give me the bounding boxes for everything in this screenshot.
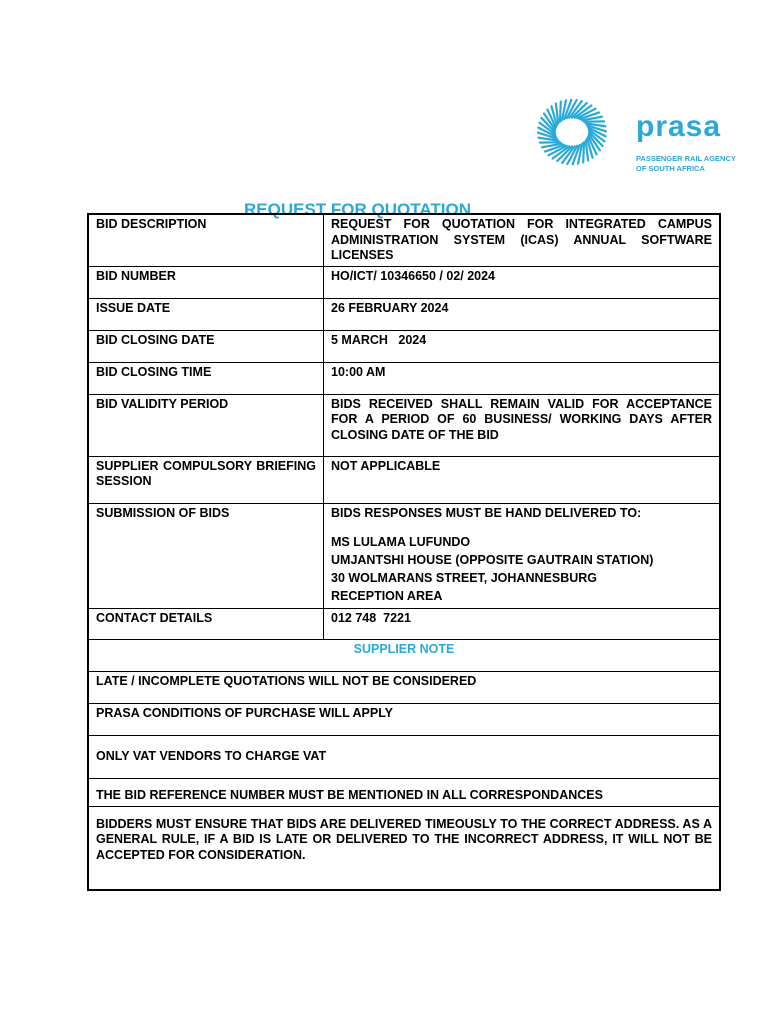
row-issue-date bbox=[88, 298, 720, 330]
note-late-quotations: LATE / INCOMPLETE QUOTATIONS WILL NOT BE CONSIDERED bbox=[88, 671, 720, 703]
address-line: 30 WOLMARANS STREET, JOHANNESBURG bbox=[331, 571, 597, 585]
value-bid-closing-date: 5 MARCH 2024 bbox=[324, 330, 721, 362]
logo-tagline: PASSENGER RAIL AGENCY OF SOUTH AFRICA bbox=[636, 154, 736, 173]
row-contact-details bbox=[88, 608, 720, 639]
label-issue-date: ISSUE DATE bbox=[88, 298, 324, 330]
row-briefing-session bbox=[88, 456, 720, 503]
address-line: RECEPTION AREA bbox=[331, 589, 443, 603]
value-bid-number: HO/ICT/ 10346650 / 02/ 2024 bbox=[324, 266, 721, 298]
quotation-form-table bbox=[87, 213, 721, 891]
value-contact-details: 012 748 7221 bbox=[324, 608, 721, 639]
label-bid-validity-period: BID VALIDITY PERIOD bbox=[88, 394, 324, 456]
note-timeous-delivery: BIDDERS MUST ENSURE THAT BIDS ARE DELIVERED TIMEOUSLY TO THE CORRECT ADDRESS. AS A GENERAL RULE, IF A BID IS LATE OR DELIVERED TO THE INCORRECT ADDRESS, IT WILL NOT BE ACCEPTED FOR CONSIDERATION. bbox=[88, 806, 720, 890]
prasa-ring-icon bbox=[526, 96, 618, 168]
logo-wordmark: prasa bbox=[636, 110, 722, 143]
row-note-vat bbox=[88, 735, 720, 778]
row-submission-of-bids bbox=[88, 503, 720, 608]
row-bid-number bbox=[88, 266, 720, 298]
row-note-timeous bbox=[88, 806, 720, 890]
address-line: UMJANTSHI HOUSE (OPPOSITE GAUTRAIN STATION) bbox=[331, 553, 654, 567]
value-briefing-session: NOT APPLICABLE bbox=[324, 456, 721, 503]
label-bid-number: BID NUMBER bbox=[88, 266, 324, 298]
note-vat-vendors: ONLY VAT VENDORS TO CHARGE VAT bbox=[88, 735, 720, 778]
label-bid-description: BID DESCRIPTION bbox=[88, 214, 324, 266]
label-briefing-session: SUPPLIER COMPULSORY BRIEFING SESSION bbox=[88, 456, 324, 503]
row-note-reference bbox=[88, 778, 720, 806]
row-supplier-note-heading bbox=[88, 639, 720, 671]
row-bid-description bbox=[88, 214, 720, 266]
document-title: REQUEST FOR QUOTATION bbox=[244, 200, 471, 219]
note-conditions-of-purchase: PRASA CONDITIONS OF PURCHASE WILL APPLY bbox=[88, 703, 720, 735]
address-line: MS LULAMA LUFUNDO bbox=[331, 535, 471, 549]
row-bid-closing-date bbox=[88, 330, 720, 362]
label-contact-details: CONTACT DETAILS bbox=[88, 608, 324, 639]
value-submission-of-bids bbox=[324, 503, 721, 608]
label-bid-closing-time: BID CLOSING TIME bbox=[88, 362, 324, 394]
submission-intro: BIDS RESPONSES MUST BE HAND DELIVERED TO: bbox=[331, 505, 642, 520]
value-bid-closing-time: 10:00 AM bbox=[324, 362, 721, 394]
value-bid-description: REQUEST FOR QUOTATION FOR INTEGRATED CAMPUS ADMINISTRATION SYSTEM (ICAS) ANNUAL SOFTWARE LICENSES bbox=[324, 214, 721, 266]
row-note-conditions bbox=[88, 703, 720, 735]
row-bid-closing-time bbox=[88, 362, 720, 394]
value-bid-validity-period: BIDS RECEIVED SHALL REMAIN VALID FOR ACCEPTANCE FOR A PERIOD OF 60 BUSINESS/ WORKING DAYS AFTER CLOSING DATE OF THE BID bbox=[324, 394, 721, 456]
supplier-note-heading: SUPPLIER NOTE bbox=[88, 639, 720, 671]
label-bid-closing-date: BID CLOSING DATE bbox=[88, 330, 324, 362]
value-issue-date: 26 FEBRUARY 2024 bbox=[324, 298, 721, 330]
prasa-logo bbox=[526, 96, 756, 176]
label-submission-of-bids: SUBMISSION OF BIDS bbox=[88, 503, 324, 608]
row-note-late bbox=[88, 671, 720, 703]
note-bid-reference: THE BID REFERENCE NUMBER MUST BE MENTIONED IN ALL CORRESPONDANCES bbox=[88, 778, 720, 806]
row-bid-validity-period bbox=[88, 394, 720, 456]
